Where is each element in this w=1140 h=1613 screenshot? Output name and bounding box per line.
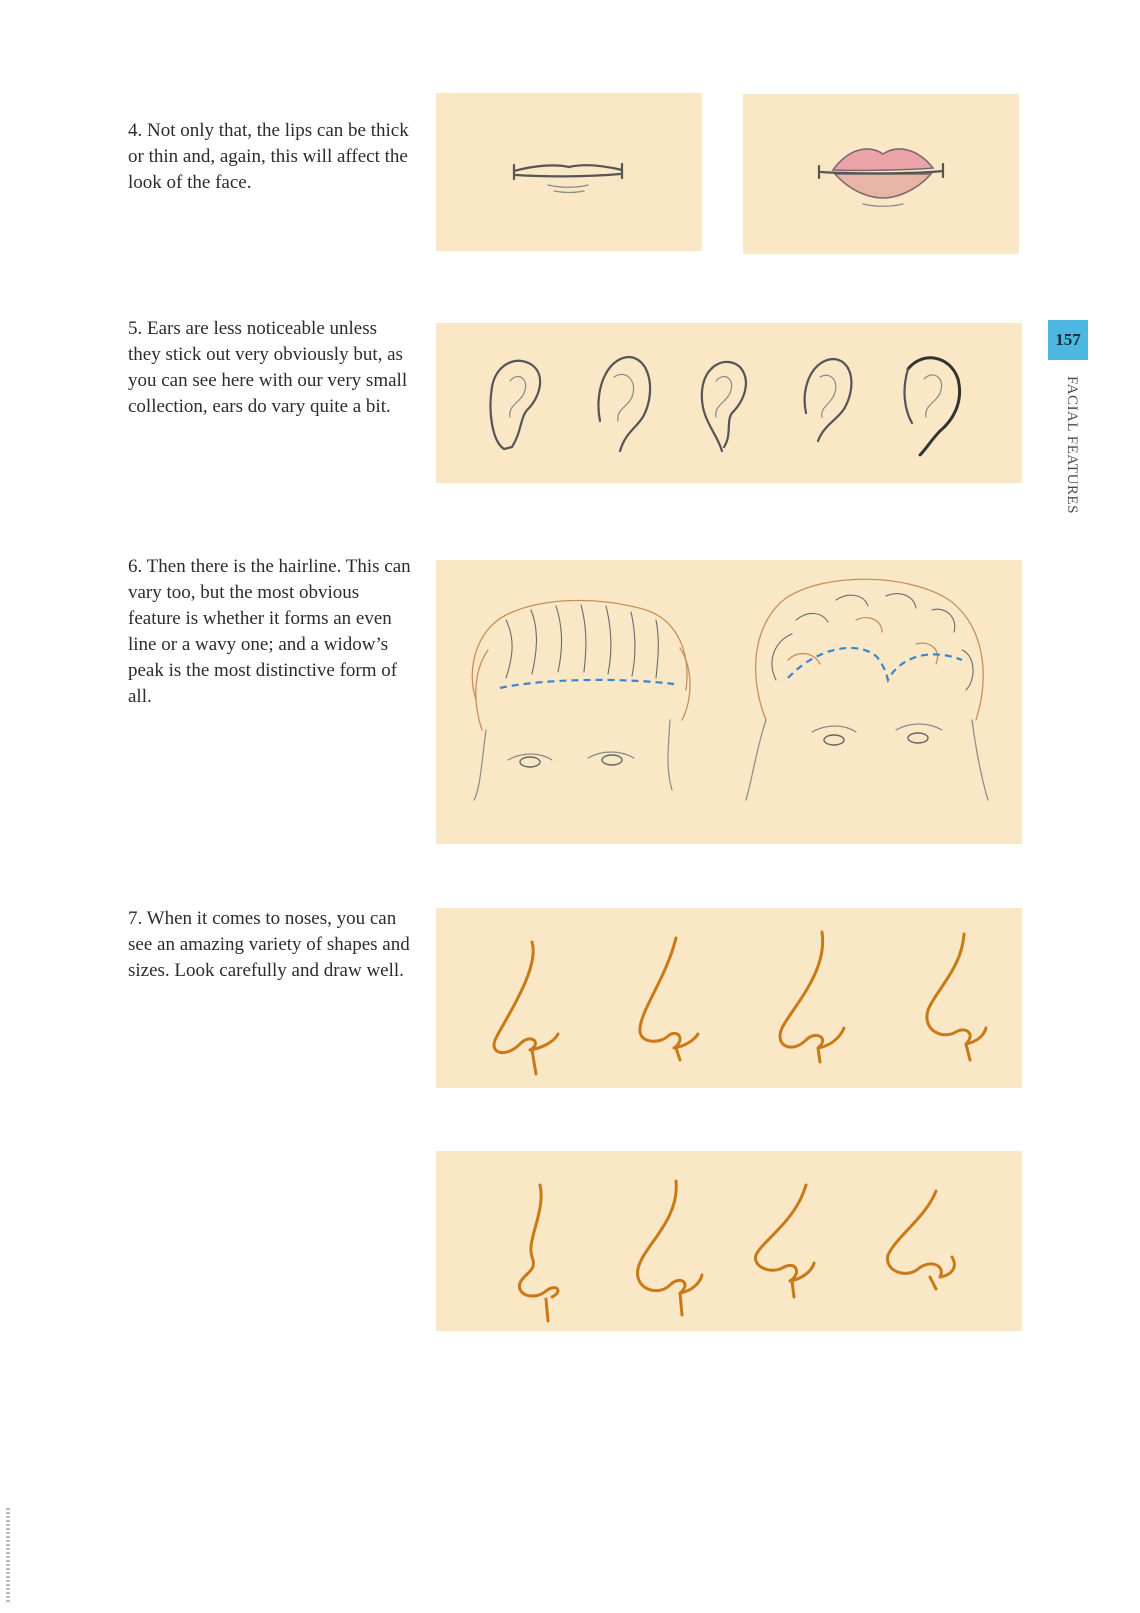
caption-lips: 4. Not only that, the lips can be thick or thin and, again, this will affect the look of the face. bbox=[128, 120, 409, 193]
nose-drawing-4 bbox=[927, 934, 986, 1060]
illustration-noses-row-1 bbox=[436, 908, 1022, 1088]
ear-drawing-1 bbox=[491, 361, 541, 449]
nose-drawing-8 bbox=[888, 1191, 955, 1289]
illustration-ear-collection bbox=[436, 323, 1022, 483]
ear-drawing-4 bbox=[805, 359, 852, 441]
caption-noses: 7. When it comes to noses, you can see an amazing variety of shapes and sizes. Look carefully and draw well. bbox=[128, 908, 410, 981]
nose-drawing-5 bbox=[519, 1185, 558, 1321]
ear-drawing-2 bbox=[598, 357, 650, 451]
running-head: FACIAL FEATURES bbox=[1064, 376, 1080, 514]
nose-drawing-7 bbox=[755, 1185, 814, 1297]
ear-drawing-5 bbox=[905, 358, 960, 455]
nose-drawing-2 bbox=[640, 938, 698, 1060]
printer-margin-mark bbox=[6, 1508, 10, 1604]
illustration-hairlines bbox=[436, 560, 1022, 844]
illustration-thick-lips bbox=[743, 94, 1019, 254]
page-number: 157 bbox=[1048, 320, 1088, 360]
ear-drawing-3 bbox=[702, 362, 746, 451]
even-hairline-drawing bbox=[472, 600, 690, 800]
caption-ears: 5. Ears are less noticeable unless they stick out very obviously but, as you can see here with our very small collection, ears do vary quite a bit. bbox=[128, 318, 408, 417]
illustration-thin-lips bbox=[436, 93, 702, 251]
nose-drawing-6 bbox=[638, 1181, 702, 1315]
widows-peak-hairline-drawing bbox=[746, 579, 988, 800]
nose-drawing-1 bbox=[494, 942, 558, 1074]
caption-hairline: 6. Then there is the hairline. This can vary too, but the most obvious feature is whether it forms an even line or a wavy one; and a widow’s peak is the most distinctive form of all. bbox=[128, 556, 411, 707]
illustration-noses-row-2 bbox=[436, 1151, 1022, 1331]
nose-drawing-3 bbox=[780, 932, 844, 1062]
